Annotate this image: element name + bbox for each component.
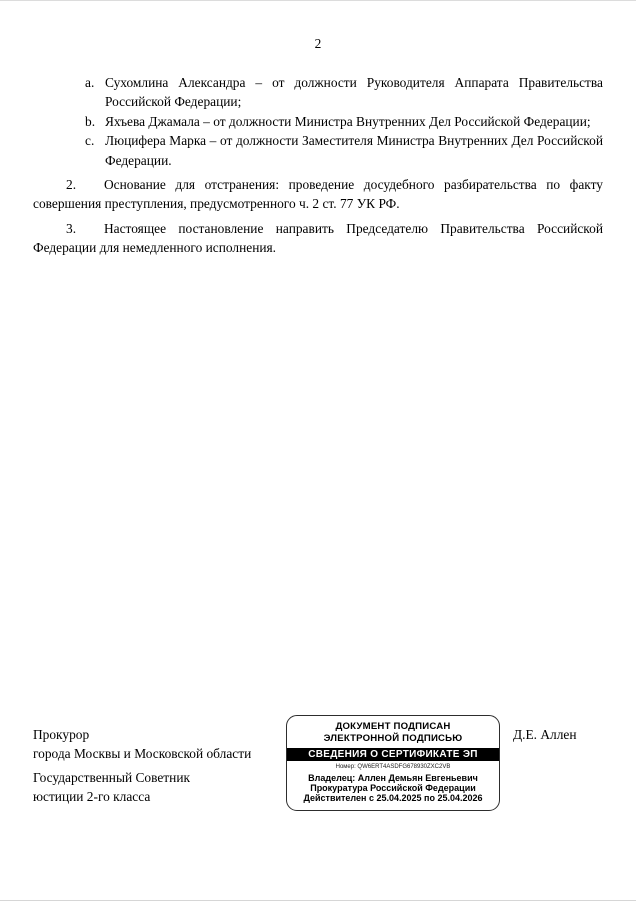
signer-position-line: Прокурор [33, 727, 90, 742]
list-item-text: Сухомлина Александра – от должности Руководителя Аппарата Правительства Российской Федерации; [105, 75, 603, 110]
stamp-owner-block [287, 773, 499, 803]
stamp-organization: Прокуратура Российской Федерации [310, 783, 476, 793]
signer-position-line: города Москвы и Московской области [33, 746, 252, 762]
stamp-certificate-number: Номер: QW6ERT4ASDFG678930ZXC2VB [335, 764, 451, 770]
stamp-title-line1: ДОКУМЕНТ ПОДПИСАН [335, 721, 451, 732]
stamp-owner: Владелец: Аллен Демьян Евгеньевич [308, 773, 478, 783]
signer-position-block [33, 725, 251, 807]
signer-rank-block [33, 768, 251, 807]
paragraph-3 [33, 219, 603, 258]
signer-rank-line: Государственный Советник [33, 769, 190, 785]
page-number: 2 [314, 36, 322, 51]
stamp-validity: Действителен с 25.04.2025 по 25.04.2026 [303, 793, 483, 803]
paragraph-2 [33, 175, 603, 214]
list-item-c [33, 131, 603, 170]
paragraph-number: 2. [66, 177, 77, 193]
list-marker: c. [85, 133, 95, 149]
signer-rank-line: юстиции 2-го класса [33, 789, 151, 805]
stamp-title [287, 721, 499, 744]
stamp-certificate-band: СВЕДЕНИЯ О СЕРТИФИКАТЕ ЭП [287, 748, 499, 761]
list-marker: a. [85, 75, 95, 90]
list-item-text: Люцифера Марка – от должности Заместителя Министра Внутренних Дел Российской Федерации. [105, 133, 603, 168]
digital-signature-stamp [286, 715, 500, 811]
paragraph-text: Настоящее постановление направить Председателю Правительства Российской Федерации для немедленного исполнения. [33, 220, 603, 256]
document-body [33, 73, 603, 258]
list-item-a [33, 73, 603, 112]
list-marker: b. [85, 113, 96, 129]
stamp-title-line2: ЭЛЕКТРОННОЙ ПОДПИСЬЮ [323, 732, 463, 744]
list-item-text: Яхъева Джамала – от должности Министра Внутренних Дел Российской Федерации; [105, 113, 591, 129]
paragraph-number: 3. [66, 220, 77, 236]
list-item-b [33, 112, 603, 131]
signer-name: Д.Е. Аллен [513, 727, 577, 742]
paragraph-text: Основание для отстранения: проведение досудебного разбирательства по факту совершения преступления, предусмотренного ч. 2 ст. 77 УК РФ. [33, 177, 603, 212]
